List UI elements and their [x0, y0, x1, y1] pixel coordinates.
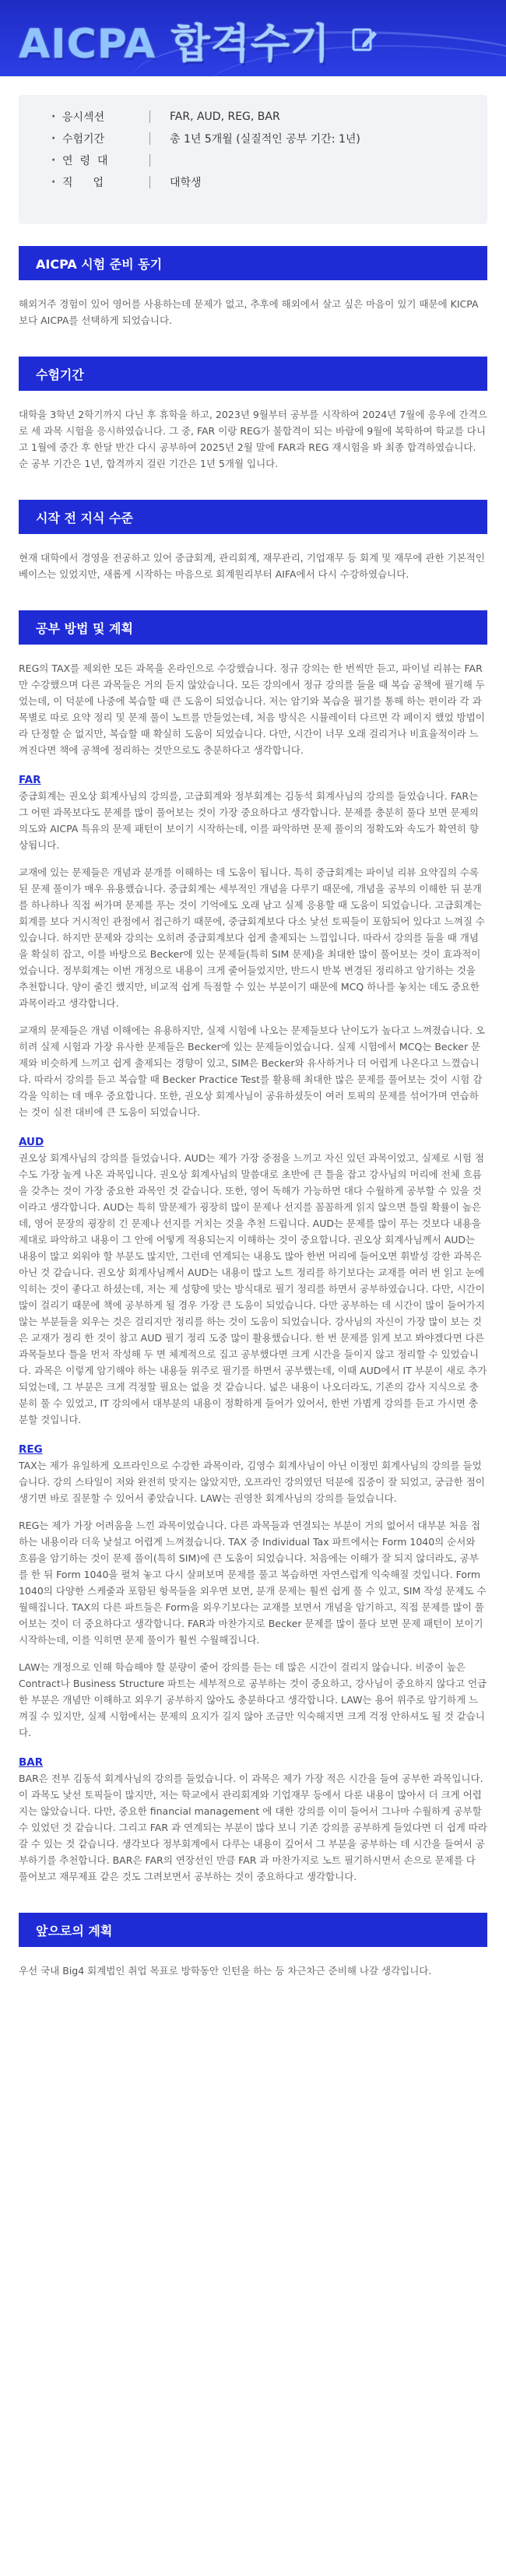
- paragraph: 교재의 문제들은 개념 이해에는 유용하지만, 실제 시험에 나오는 문제들보다 난이도가 높다고 느껴졌습니다. 오히려 실제 시험과 가장 유사한 문제들은 Becker에 있는 문제들이었습니다. 실제 시험에서 MCQ는 Becker 문제와 비슷하게 느끼고 쉽게 출제되는 경향이 있고, SIM은 Becker와 유사하거나 더 어렵게 나온다고 느꼈습니다. 따라서 강의를 듣고 복습할 때 Becker Practice Test를 활용해 최대한 많은 문제를 풀어보는 것이 시험 감각을 익히는 데 매우 중요합니다. 또한, 권오상 회계사님이 공유하셨듯이 여러 토픽의 문제를 섞어가며 연습하는 것이 실전 대비에 큰 도움이 되었습니다.: [19, 1024, 486, 1118]
- subheading-bar: BAR: [19, 1756, 44, 1769]
- section-heading-knowledge: 시작 전 지식 수준: [19, 500, 487, 534]
- header-banner: [0, 0, 506, 76]
- profile-key: 연령대: [62, 155, 115, 167]
- paragraph: BAR은 전부 김동석 회계사님의 강의를 들었습니다. 이 과목은 제가 가장 적은 시간을 들여 공부한 과목입니다. 이 과목도 낯선 토픽들이 많지만, 저는 학교에서 관리회계와 기업재무 등에서 다룬 내용이 많아서 더 크게 어렵지는 않았습니다. 다만, 중요한 financial management 에 대한 강의를 이미 들어서 그나마 수월하게 공부할 수 있었던 것 같습니다. 그리고 FAR 과 연계되는 부분이 많다 보니 기존 강의를 공부하게 들었다면 더 쉽게 따라갈 수 있는 것 같습니다. 생각보다 정부회계에서 다루는 내용이 깊어서 그 부분을 공부하는 데 시간을 들여서 공부하기를 추천합니다. BAR은 FAR의 연장선인 만큼 FAR 과 마찬가지로 노트 필기하시면서 손으로 문제를 다 풀어보고 재무제표 같은 것도 그려보면서 공부하는 것이 중요하다고 생각합니다.: [19, 1773, 487, 1882]
- paragraph: 교재에 있는 문제들은 개념과 분개를 이해하는 데 도움이 됩니다. 특히 중급회계는 파이널 리뷰 요약집의 수록된 문제 풀이가 매우 유용했습니다. 중급회계는 세부적인 개념을 다루기 때문에, 개념을 공부의 이해한 뒤 분개를 하나하나 직접 써가며 문제를 푸는 것이 기억에도 오래 남고 실제 응용할 때 도움이 되었습니다. 고급회계는 회계를 보다 거시적인 관점에서 접근하기 때문에, 중급회계보다 다소 낯선 토픽들이 포함되어 있다고 느껴질 수 있습니다. 하지만 문제와 강의는 오히려 중급회계보다 쉽게 출제되는 느낌입니다. 따라서 강의를 들을 때 개념을 확실히 잡고, 이를 바탕으로 Becker에 있는 문제들(특히 SIM 문제)을 최대한 많이 풀어보는 것이 효과적이었습니다. 정부회계는 이번 개정으로 내용이 크게 줄어들었지만, 반드시 반복 변경된 정리하고 암기하는 것을 추천합니다. 양이 줄긴 했지만, 비교적 쉽게 득점할 수 있는 부분이기 때문에 MCQ 하나를 놓치는 데도 중요한 과목이라고 생각합니다.: [19, 866, 486, 1009]
- section-heading-motivation: AICPA 시험 준비 동기: [19, 246, 487, 280]
- paragraph: REG는 제가 가장 어려움을 느낀 과목이었습니다. 다른 과목들과 연결되는 부분이 거의 없어서 대부분 처음 접하는 내용이라 더욱 낯설고 어렵게 느껴졌습니다. TAX 중 Individual Tax 파트에서는 Form 1040의 순서와 흐름을 암기하는 것이 문제 풀이(특히 SIM)에 큰 도움이 되었습니다. 처음에는 이해가 잘 되지 않더라도, 공부를 한 뒤 Form 1040을 펼쳐 놓고 다시 살펴보며 문제를 풀고 복습하면 자연스럽게 익숙해질 것입니다. Form 1040의 다양한 스케줄과 포함된 항목들을 외우면 보면, 분개 문제는 훨씬 쉽게 풀 수 있고, SIM 작성 문제도 수월해집니다. TAX의 다른 파트들은 Form을 외우기보다는 교재를 보면서 개념을 암기하고, 직접 문제를 많이 풀어보는 것이 더 중요하다고 생각합니다. FAR과 마찬가지로 Becker 문제를 많이 풀다 보면 문제 패턴이 보이기 시작하는데, 이를 익히면 문제 풀이가 훨씬 수월해집니다.: [19, 1520, 487, 1646]
- profile-key: 수험기간: [62, 133, 105, 146]
- profile-key: 직업: [62, 177, 125, 189]
- profile-row: [51, 128, 487, 149]
- profile-row: [51, 149, 487, 171]
- paragraph: 중급회계는 권오상 회계사님의 강의를, 고급회계와 정부회계는 김동석 회계사님의 강의를 들었습니다. FAR는 그 어떤 과목보다도 문제를 많이 풀어보는 것이 가장 중요하다고 생각합니다. 문제를 충분히 풀다 보면 문제의 의도와 AICPA 특유의 문제 패턴이 보이기 시작하는데, 이를 파악하면 문제 풀이의 정확도와 속도가 확연히 향상됩니다.: [19, 790, 479, 851]
- profile-box: [19, 95, 487, 224]
- paragraph: 해외거주 경험이 있어 영어를 사용하는데 문제가 없고, 추후에 해외에서 살고 싶은 마음이 있기 때문에 KICPA 보다 AICPA를 선택하게 되었습니다.: [19, 298, 479, 326]
- divider: [149, 132, 159, 145]
- paragraph: 권오상 회계사님의 강의를 들었습니다. AUD는 제가 가장 중점을 느끼고 자신 있던 과목이었고, 실제로 시험 점수도 가장 높게 나온 과목입니다. 권오상 회계사님의 말씀대로 초반에 큰 틀을 잡고 강사님의 머리에 전체 흐름을 갖추는 것이 가장 중요한 과목인 것 같습니다. 또한, 영어 독해가 가능하면 대다 수월하게 공부할 수 있을 것이라고 생각합니다. AUD는 특히 말문제가 굉장히 많이 문제나 선지를 꼼꼼하게 읽지 않으면 틀릴 확률이 높은데, 영어 문장의 굉장히 긴 문제나 선지를 거치는 것을 추천 드립니다. AUD는 문제를 많이 푸는 것보다 내용을 제대로 파악하고 내용이 그 안에 어떻게 적용되는지 이해하는 것이 중요합니다. 권오상 회계사님께서 AUD는 내용이 많고 외워야 할 부분도 많지만, 그런데 연계되는 내용도 많아 한번 머리에 들어오면 휘발성 강한 과목은 아닌 것 같습니다. 권오상 회계사님께서 AUD는 내용이 많고 노트 정리를 하기보다는 교재를 여러 번 읽고 눈에 익히는 것이 좋다고 하셨는데, 저는 제 성향에 맞는 방식대로 필기 정리를 하면서 공부하였습니다. 다만, 시간이 많이 걸리기 때문에 책에 공부하게 될 경우 가장 큰 도움이 되었습니다. 다만 공부하는 데 시간이 많이 들어가지 않는 부분들을 외우는 것은 걸리지만 정리를 하는 것이 도움이 되었습니다. 강사님의 자신이 가장 많이 보는 것은 교재가 정리 한 것이 참고 AUD 필기 정리 도중 많이 활용했습니다. 한 번 문제를 읽게 보고 봐야겠다면 다른 과목들보다 틀을 먼저 작성해 두 면 체계적으로 집고 공부했다면 크게 시간을 들이지 않고 정리할 수 있었습니다. 과목은 이렇게 암기해야 하는 내용들 위주로 필기를 하면서 공부했는데, 이때 AUD에서 IT 부분이 새로 추가되었는데, 그 부분은 크게 걱정할 필요는 없을 것 같습니다. 넓은 내용이 나오더라도, 기존의 감사 지식으로 충분히 풀 수 있었고, IT 강의에서 대부분의 내용이 정확하게 들어가 있어서, 한번 가볍게 강의를 듣고 가시면 충분할 것입니다.: [19, 1152, 487, 1425]
- title-en: AICPA: [19, 21, 156, 68]
- divider: [149, 111, 159, 123]
- paragraph: 현재 대학에서 경영을 전공하고 있어 중급회계, 관리회계, 재무관리, 기업재무 등 회계 및 재무에 관한 기본적인 베이스는 있었지만, 새롭게 시작하는 마음으로 회계원리부터 AIFA에서 다시 수강하였습니다.: [19, 552, 485, 580]
- page-title: [19, 11, 378, 69]
- bullet-icon: ·: [51, 111, 56, 123]
- profile-row: [51, 106, 487, 128]
- pencil-icon: [350, 25, 378, 53]
- section-heading-period: 수험기간: [19, 357, 487, 391]
- paragraph: LAW는 개정으로 인해 학습해야 할 분량이 줄어 강의를 듣는 데 많은 시간이 걸리지 않습니다. 비중이 높은 Contract나 Business Structure 파트는 세부적으로 공부하는 것이 중요하고, 강사님이 중요하지 않다고 언급한 부분은 개념만 이해하고 외우기 공부하지 않아도 충분하다고 생각합니다. LAW는 용어 위주로 암기하게 느껴질 수 있지만, 실제 시험에서는 문제의 요지가 길지 않아 조금만 익숙해지면 크게 걱정 안하셔도 될 것 같습니다.: [19, 1661, 487, 1738]
- paragraph: 대학을 3학년 2학기까지 다닌 후 휴학을 하고, 2023년 9월부터 공부를 시작하여 2024년 7월에 응우에 간격으로 세 과목 시험을 응시하였습니다. 그 중, FAR 이랑 REG가 불합격이 되는 바람에 9월에 복학하여 학교를 다니고 1월에 중간 후 한달 반간 다시 공부하여 2025년 2월 말에 FAR과 REG 재시험을 봐 최종 합격하였습니다. 순 공부 기간은 1년, 합격까지 걸린 기간은 1년 5개월 입니다.: [19, 409, 487, 469]
- subheading-reg: REG: [19, 1443, 43, 1456]
- paragraph: 우선 국내 Big4 회계법인 취업 목표로 방학동안 인턴을 하는 등 차근차근 준비해 나갈 생각입니다.: [19, 1965, 432, 1977]
- profile-value: 총 1년 5개월 (실질적인 공부 기간: 1년): [170, 133, 360, 146]
- section-heading-future: 앞으로의 계획: [19, 1913, 487, 1947]
- section-heading-method: 공부 방법 및 계획: [19, 610, 487, 645]
- bullet-icon: ·: [51, 176, 56, 188]
- bullet-icon: ·: [51, 154, 56, 167]
- paragraph: TAX는 제가 유일하게 오프라인으로 수강한 과목이라, 김영수 회계사님이 아닌 이정민 회계사님의 강의를 들었습니다. 강의 스타일이 저와 완전히 맞지는 않았지만, 오프라인 강의였던 덕분에 집중이 잘 되었고, 궁금한 점이 생기면 바로 질문할 수 있어서 좋았습니다. LAW는 권영찬 회계사님의 강의를 들었습니다.: [19, 1460, 485, 1504]
- divider: [149, 154, 159, 167]
- subheading-far: FAR: [19, 774, 41, 786]
- divider: [149, 176, 159, 188]
- title-kr: 합격수기: [170, 21, 331, 68]
- subheading-aud: AUD: [19, 1136, 44, 1148]
- bullet-icon: ·: [51, 132, 56, 145]
- profile-row: [51, 171, 487, 193]
- profile-value: FAR, AUD, REG, BAR: [170, 111, 280, 123]
- paragraph: REG의 TAX를 제외한 모든 과목을 온라인으로 수강했습니다. 정규 강의는 한 번씩만 듣고, 파이널 리뷰는 FAR만 수강했으며 다른 과목들은 거의 듣지 않았습니다. 모든 강의에서 정규 강의를 들을 때 복습 공책에 필기해 두었는데, 이 덕분에 나중에 복습할 때 큰 도움이 되었습니다. 저는 암기와 복습을 필기를 통해 하는 편이라 각 과목별로 따로 요약 정리 및 문제 풀이 노트를 만들었는데, 처음 방식은 시뮬레이터 다르면 각 페이지 했었 방법이라 단정할 순 없지만, 복습할 때 확실히 도움이 되었습니다. 다만, 시간이 너무 오래 걸리거나 비효율적이라 느껴진다면 책에 공책에 정리하는 것만으로도 충분하다고 생각합니다.: [19, 662, 485, 756]
- profile-value: 대학생: [170, 177, 202, 189]
- profile-key: 응시섹션: [62, 111, 105, 124]
